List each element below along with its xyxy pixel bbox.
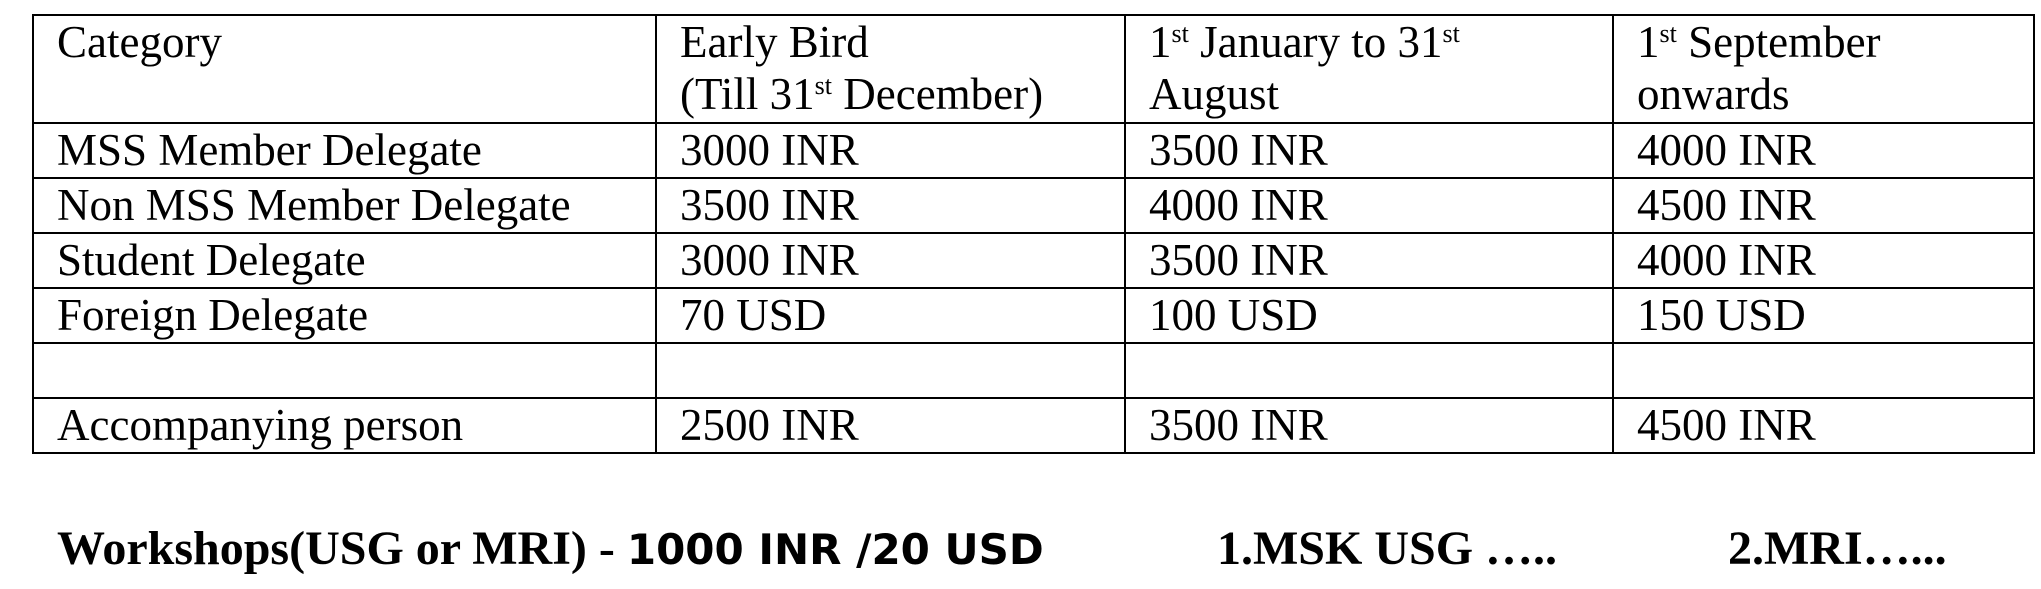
cell-early-bird: 3500 INR — [656, 178, 1125, 233]
table-row-empty — [33, 343, 2034, 398]
header-category: Category — [33, 15, 656, 123]
table-row — [33, 233, 2034, 288]
header-sep-onwards: 1st September onwards — [1613, 15, 2034, 123]
cell-sep-onwards: 4000 INR — [1613, 233, 2034, 288]
cell-category: Non MSS Member Delegate — [33, 178, 656, 233]
cell-jan-aug: 3500 INR — [1125, 123, 1613, 178]
cell-early-bird: 3000 INR — [656, 233, 1125, 288]
cell-category: Student Delegate — [33, 233, 656, 288]
cell-early-bird: 3000 INR — [656, 123, 1125, 178]
cell-early-bird: 70 USD — [656, 288, 1125, 343]
cell-category: MSS Member Delegate — [33, 123, 656, 178]
header-early-bird: Early Bird (Till 31st December) — [656, 15, 1125, 123]
table-row — [33, 123, 2034, 178]
workshops-label: Workshops(USG or MRI) - — [57, 522, 627, 575]
cell-category: Accompanying person — [33, 398, 656, 453]
workshop-mri: 2.MRI…... — [1728, 522, 1947, 575]
table-row — [33, 288, 2034, 343]
cell-jan-aug: 3500 INR — [1125, 398, 1613, 453]
cell-jan-aug — [1125, 343, 1613, 398]
cell-sep-onwards: 4000 INR — [1613, 123, 2034, 178]
workshops-fee-note — [57, 521, 1044, 578]
cell-sep-onwards: 150 USD — [1613, 288, 2034, 343]
workshops-fee: 1000 INR /20 USD — [626, 525, 1044, 574]
header-jan-to-aug: 1st January to 31st August — [1125, 15, 1613, 123]
cell-jan-aug: 4000 INR — [1125, 178, 1613, 233]
cell-sep-onwards: 4500 INR — [1613, 178, 2034, 233]
registration-fee-table — [32, 14, 2035, 454]
cell-sep-onwards — [1613, 343, 2034, 398]
cell-jan-aug: 3500 INR — [1125, 233, 1613, 288]
cell-early-bird — [656, 343, 1125, 398]
cell-sep-onwards: 4500 INR — [1613, 398, 2034, 453]
cell-jan-aug: 100 USD — [1125, 288, 1613, 343]
table-header-row — [33, 15, 2034, 123]
table-row — [33, 178, 2034, 233]
cell-early-bird: 2500 INR — [656, 398, 1125, 453]
cell-category — [33, 343, 656, 398]
workshop-msk-usg: 1.MSK USG ….. — [1217, 522, 1558, 575]
cell-category: Foreign Delegate — [33, 288, 656, 343]
table-row — [33, 398, 2034, 453]
